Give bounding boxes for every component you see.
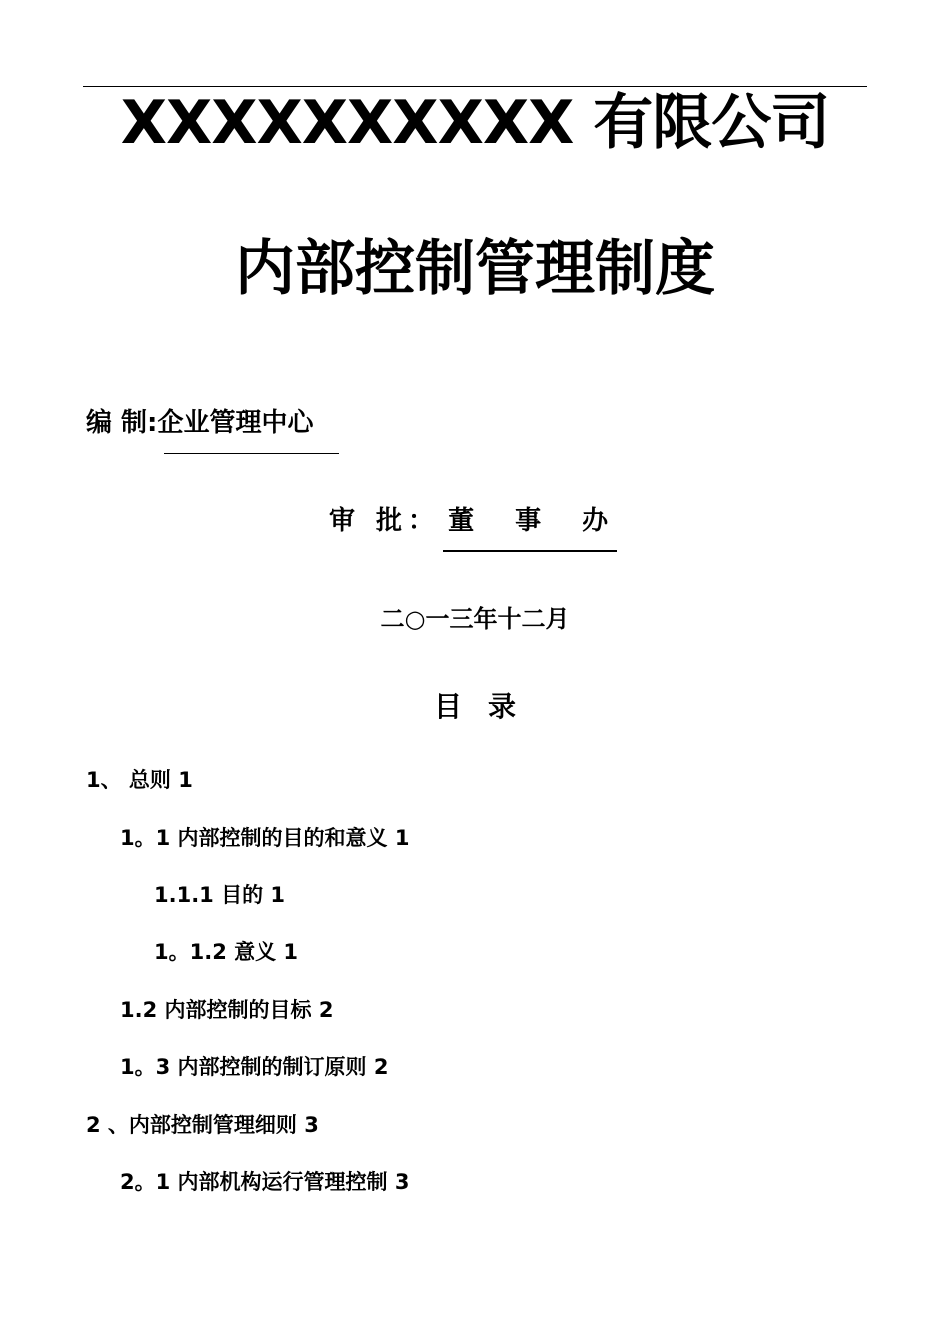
- compiler-underline: [164, 453, 339, 454]
- approval-value: 董 事 办: [448, 506, 625, 536]
- document-title: 内部控制管理制度: [235, 234, 715, 304]
- approval-row: [329, 503, 624, 539]
- toc-item[interactable]: 1.2 内部控制的目标 2: [120, 998, 334, 1022]
- header-rule: [83, 86, 867, 87]
- toc-item[interactable]: 2 、内部控制管理细则 3: [86, 1113, 319, 1137]
- toc-item[interactable]: 1.1.1 目的 1: [154, 883, 286, 907]
- compiler-value: 企业管理中心: [157, 408, 314, 438]
- toc-item[interactable]: 1。1 内部控制的目的和意义 1: [120, 826, 410, 850]
- toc-item[interactable]: 2。1 内部机构运行管理控制 3: [120, 1170, 410, 1194]
- issue-date: 二○一三年十二月: [380, 605, 570, 633]
- company-name: XXXXXXXXXX 有限公司: [120, 88, 830, 158]
- toc-heading: 目录: [433, 690, 542, 723]
- compiler-row: [86, 405, 313, 441]
- toc-item[interactable]: 1。3 内部控制的制订原则 2: [120, 1055, 389, 1079]
- approval-label: 审 批：: [329, 506, 441, 536]
- compiler-label: 编 制:: [86, 408, 158, 438]
- approval-underline: [443, 550, 617, 552]
- toc-item[interactable]: 1。1.2 意义 1: [154, 940, 299, 964]
- toc-item[interactable]: 1、 总则 1: [86, 768, 193, 792]
